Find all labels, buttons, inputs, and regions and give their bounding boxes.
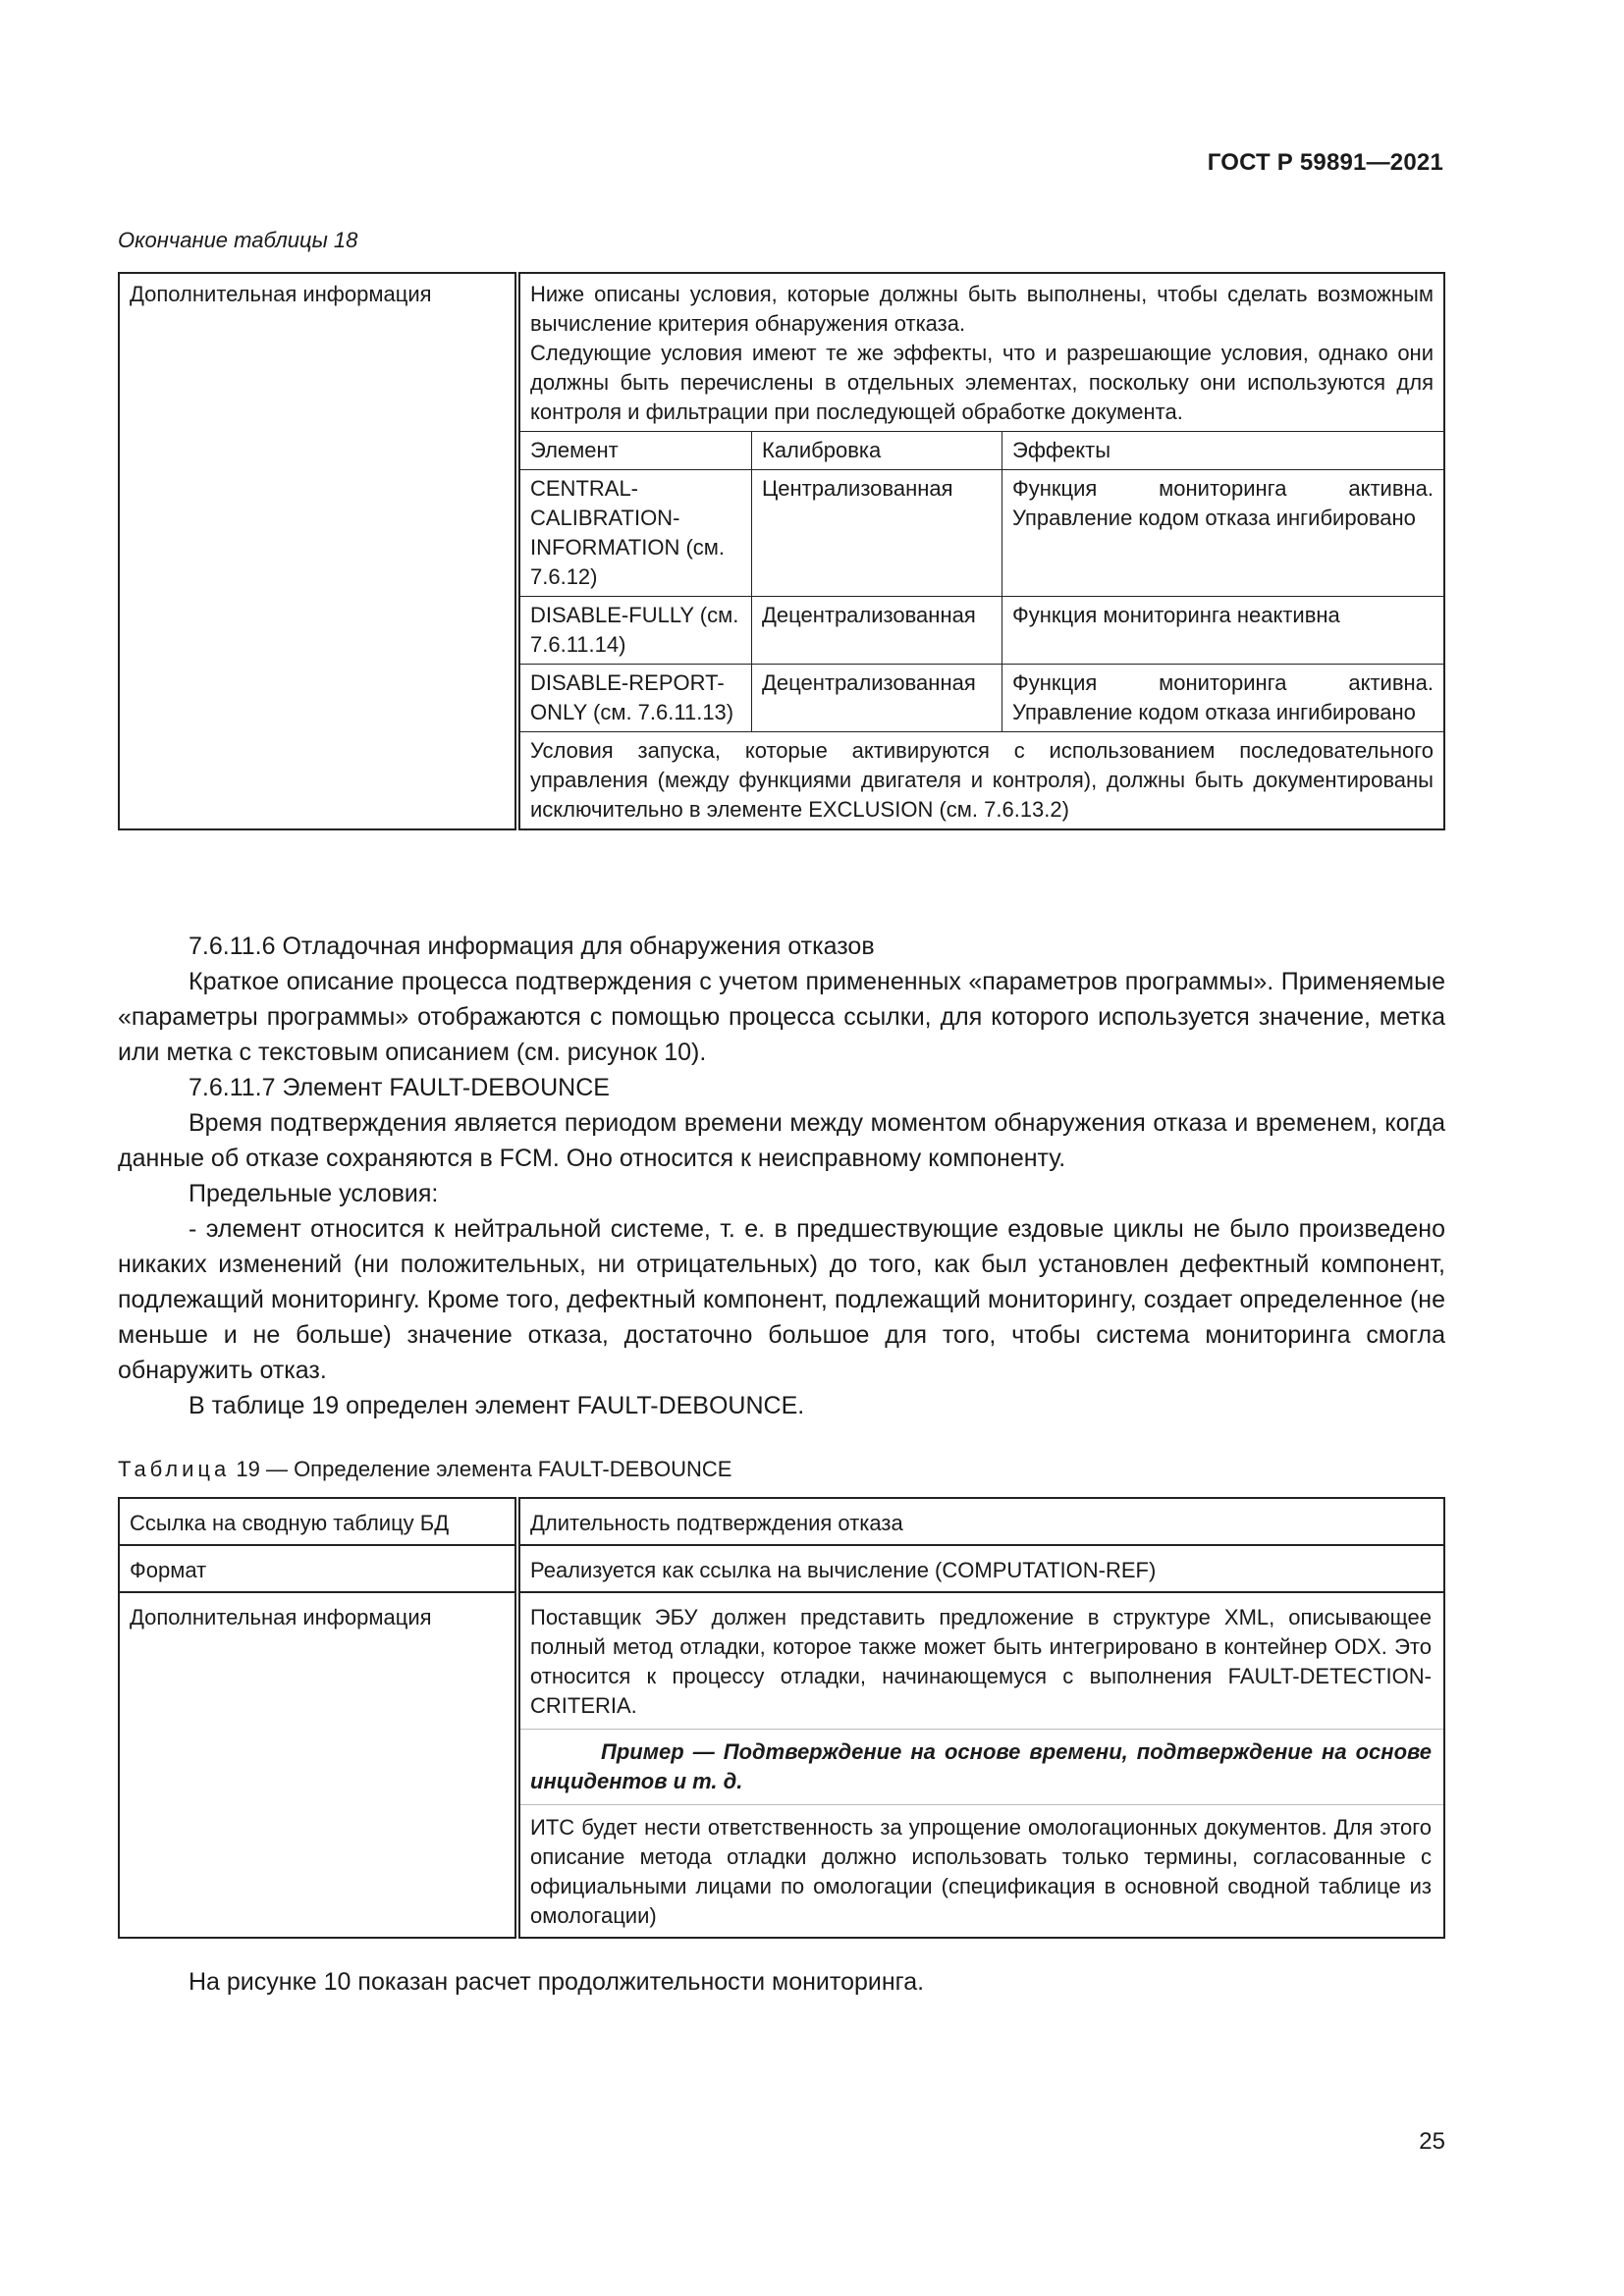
table-19-caption-word: Таблица — [118, 1457, 231, 1481]
cell-element: CENTRAL-CALIBRATION-INFORMATION (см. 7.6.12) — [520, 470, 752, 597]
section-heading-7-6-11-6: 7.6.11.6 Отладочная информация для обнаружения отказов — [189, 933, 875, 960]
col-header-effects: Эффекты — [1002, 432, 1444, 470]
table-row — [119, 1592, 1444, 1938]
table-row — [520, 470, 1443, 597]
table-19-caption — [118, 1457, 731, 1482]
example-note: Пример — Подтверждение на основе времени, подтверждение на основе инцидентов и т. д. — [530, 1739, 1432, 1793]
cell-effects: Функция мониторинга неактивна — [1002, 597, 1444, 665]
body-text — [118, 929, 1445, 1423]
table-18-intro-2: Следующие условия имеют те же эффекты, что и разрешающие условия, однако они должны быть перечислены в отдельных элементах, поскольку они используются для контроля и фильтрации при последующей обработке документа. — [530, 341, 1434, 424]
example-block — [520, 1729, 1443, 1796]
paragraph: Время подтверждения является периодом времени между моментом обнаружения отказа и временем, когда данные об отказе сохраняются в FCM. Оно относится к неисправному компоненту. — [118, 1109, 1445, 1172]
table-18 — [118, 272, 1445, 830]
table-18-note: Условия запуска, которые активируются с использованием последовательного управления (между функциями двигателя и контроля), должны быть документированы исключительно в элементе EXCLUSION (см. 7.6.13.2) — [520, 732, 1443, 829]
cell-calibration: Централизованная — [752, 470, 1002, 597]
section-heading-7-6-11-7: 7.6.11.7 Элемент FAULT-DEBOUNCE — [189, 1074, 610, 1101]
cell-calibration: Децентрализованная — [752, 665, 1002, 732]
conditions-header-row — [520, 432, 1443, 470]
table-row — [520, 665, 1443, 732]
table-19 — [118, 1497, 1445, 1939]
table-row — [520, 597, 1443, 665]
table-row — [119, 1545, 1444, 1592]
cell-effects: Функция мониторинга активна. Управление кодом отказа ингибировано — [1002, 665, 1444, 732]
table-18-continuation-caption: Окончание таблицы 18 — [118, 228, 358, 252]
standard-header: ГОСТ Р 59891—2021 — [1207, 149, 1443, 176]
info-text: Поставщик ЭБУ должен представить предложение в структуре XML, описывающее полный метод отладки, которое также может быть интегрировано в контейнер ODX. Это относится к процессу отладки, начинающемуся с выполнения FAULT-DETECTION-CRITERIA. — [530, 1605, 1432, 1718]
table-19-caption-title: 19 — Определение элемента FAULT-DEBOUNCE — [230, 1457, 732, 1481]
row-label: Дополнительная информация — [119, 1592, 517, 1938]
paragraph: Краткое описание процесса подтверждения с учетом примененных «параметров программы». Применяемые «параметры программы» отображаются с помощью процесса ссылки, для которого используется значение, метка или метка с текстовым описанием (см. рисунок 10). — [118, 968, 1445, 1066]
row-label: Ссылка на сводную таблицу БД — [119, 1498, 517, 1545]
page-number: 25 — [1419, 2128, 1445, 2155]
closing-paragraph: На рисунке 10 показан расчет продолжительности мониторинга. — [189, 1968, 925, 1996]
table-row — [119, 1498, 1444, 1545]
table-note-row — [520, 732, 1443, 829]
table-18-left-label: Дополнительная информация — [119, 273, 517, 829]
paragraph: - элемент относится к нейтральной системе, т. е. в предшествующие ездовые циклы не было произведено никаких изменений (ни положительных, ни отрицательных) до того, как был установлен дефектный компонент, подлежащий мониторингу. Кроме того, дефектный компонент, подлежащий мониторингу, создает определенное (не меньше и не больше) значение отказа, достаточно большое для того, чтобы система мониторинга смогла обнаружить отказ. — [118, 1215, 1445, 1384]
col-header-calibration: Калибровка — [752, 432, 1002, 470]
cell-effects: Функция мониторинга активна. Управление кодом отказа ингибировано — [1002, 470, 1444, 597]
row-value — [517, 1592, 1444, 1938]
its-text: ИТС будет нести ответственность за упрощение омологационных документов. Для этого описание метода отладки должно использовать только термины, согласованные с официальными лицами по омологации (спецификация в основной сводной таблице из омологации) — [520, 1804, 1443, 1931]
table-18-intro — [520, 274, 1443, 431]
cell-element: DISABLE-FULLY (см. 7.6.11.14) — [520, 597, 752, 665]
cell-calibration: Децентрализованная — [752, 597, 1002, 665]
table-18-right-cell — [517, 273, 1444, 829]
row-label: Формат — [119, 1545, 517, 1592]
conditions-table — [520, 431, 1443, 828]
row-value: Длительность подтверждения отказа — [517, 1498, 1444, 1545]
col-header-element: Элемент — [520, 432, 752, 470]
cell-element: DISABLE-REPORT-ONLY (см. 7.6.11.13) — [520, 665, 752, 732]
table-18-intro-1: Ниже описаны условия, которые должны быть выполнены, чтобы сделать возможным вычисление критерия обнаружения отказа. — [530, 282, 1434, 336]
paragraph: Предельные условия: — [189, 1180, 439, 1207]
row-value: Реализуется как ссылка на вычисление (COMPUTATION-REF) — [517, 1545, 1444, 1592]
paragraph: В таблице 19 определен элемент FAULT-DEBOUNCE. — [189, 1392, 805, 1419]
